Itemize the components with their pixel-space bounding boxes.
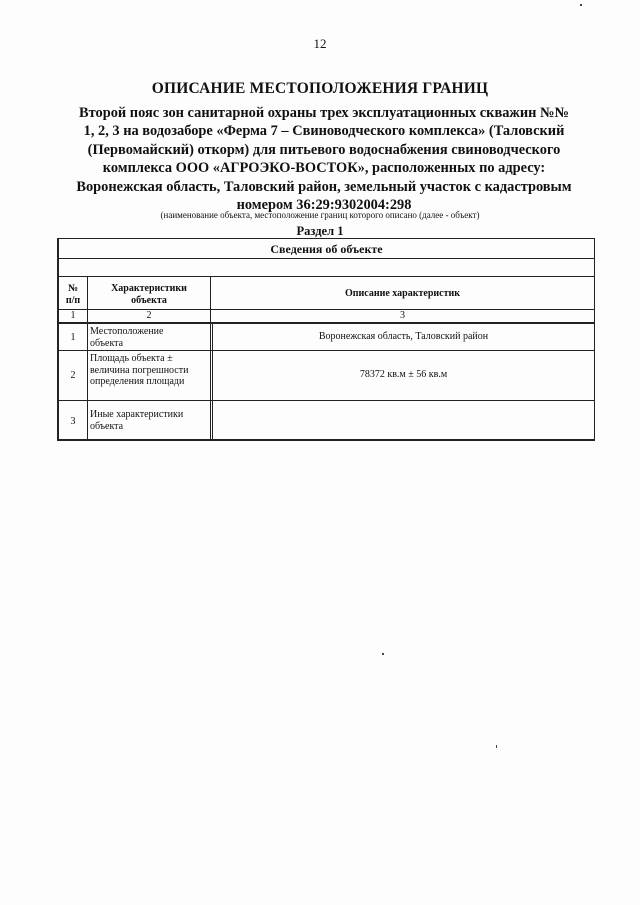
column-header-number: № п/п xyxy=(65,283,81,306)
index-cell: 2 xyxy=(146,310,152,321)
row-divider xyxy=(59,400,594,401)
scan-speck xyxy=(382,653,384,655)
index-cell: 3 xyxy=(400,310,405,321)
subtitle-line: Воронежская область, Таловский район, земельный участок с кадастровым xyxy=(76,178,572,195)
row-characteristic: Иные характеристики объекта xyxy=(90,409,184,432)
subtitle-line: номером 36:29:9302004:298 xyxy=(236,197,412,214)
row-divider xyxy=(59,350,594,351)
scan-speck xyxy=(580,4,582,6)
row-description: 78372 кв.м ± 56 кв.м xyxy=(359,369,448,380)
subtitle-line: (Первомайский) откорм) для питьевого водоснабжения свиноводческого xyxy=(87,141,561,158)
page-number: 12 xyxy=(313,36,327,51)
column-divider xyxy=(210,277,211,440)
subtitle-line: 1, 2, 3 на водозаборе «Ферма 7 – Свиноводческого комплекса» (Таловский xyxy=(83,123,565,140)
row-number: 2 xyxy=(70,370,76,381)
subtitle-line: комплекса ООО «АГРОЭКО-ВОСТОК», расположенных по адресу: xyxy=(102,160,546,177)
row-characteristic: Местоположение объекта xyxy=(90,326,164,349)
object-caption: (наименование объекта, местоположение границ которого описано (далее - объект) xyxy=(160,210,480,220)
object-description xyxy=(58,104,590,214)
scan-speck xyxy=(496,745,497,748)
row-characteristic: Площадь объекта ± величина погрешности определения площади xyxy=(90,353,189,387)
section-label: Раздел 1 xyxy=(296,224,344,238)
row-divider xyxy=(59,322,594,324)
row-number: 1 xyxy=(70,332,76,343)
document-title: ОПИСАНИЕ МЕСТОПОЛОЖЕНИЯ ГРАНИЦ xyxy=(151,80,489,97)
index-cell: 1 xyxy=(70,310,76,321)
row-number: 3 xyxy=(70,416,76,427)
row-description: Воронежская область, Таловский район xyxy=(318,331,489,342)
table-spacer-row xyxy=(59,259,594,277)
column-header-description: Описание характеристик xyxy=(344,288,461,299)
table-heading: Сведения об объекте xyxy=(59,240,594,259)
column-header-characteristic: Характеристики объекта xyxy=(111,283,187,306)
subtitle-line: Второй пояс зон санитарной охраны трех эксплуатационных скважин №№ xyxy=(79,105,569,121)
